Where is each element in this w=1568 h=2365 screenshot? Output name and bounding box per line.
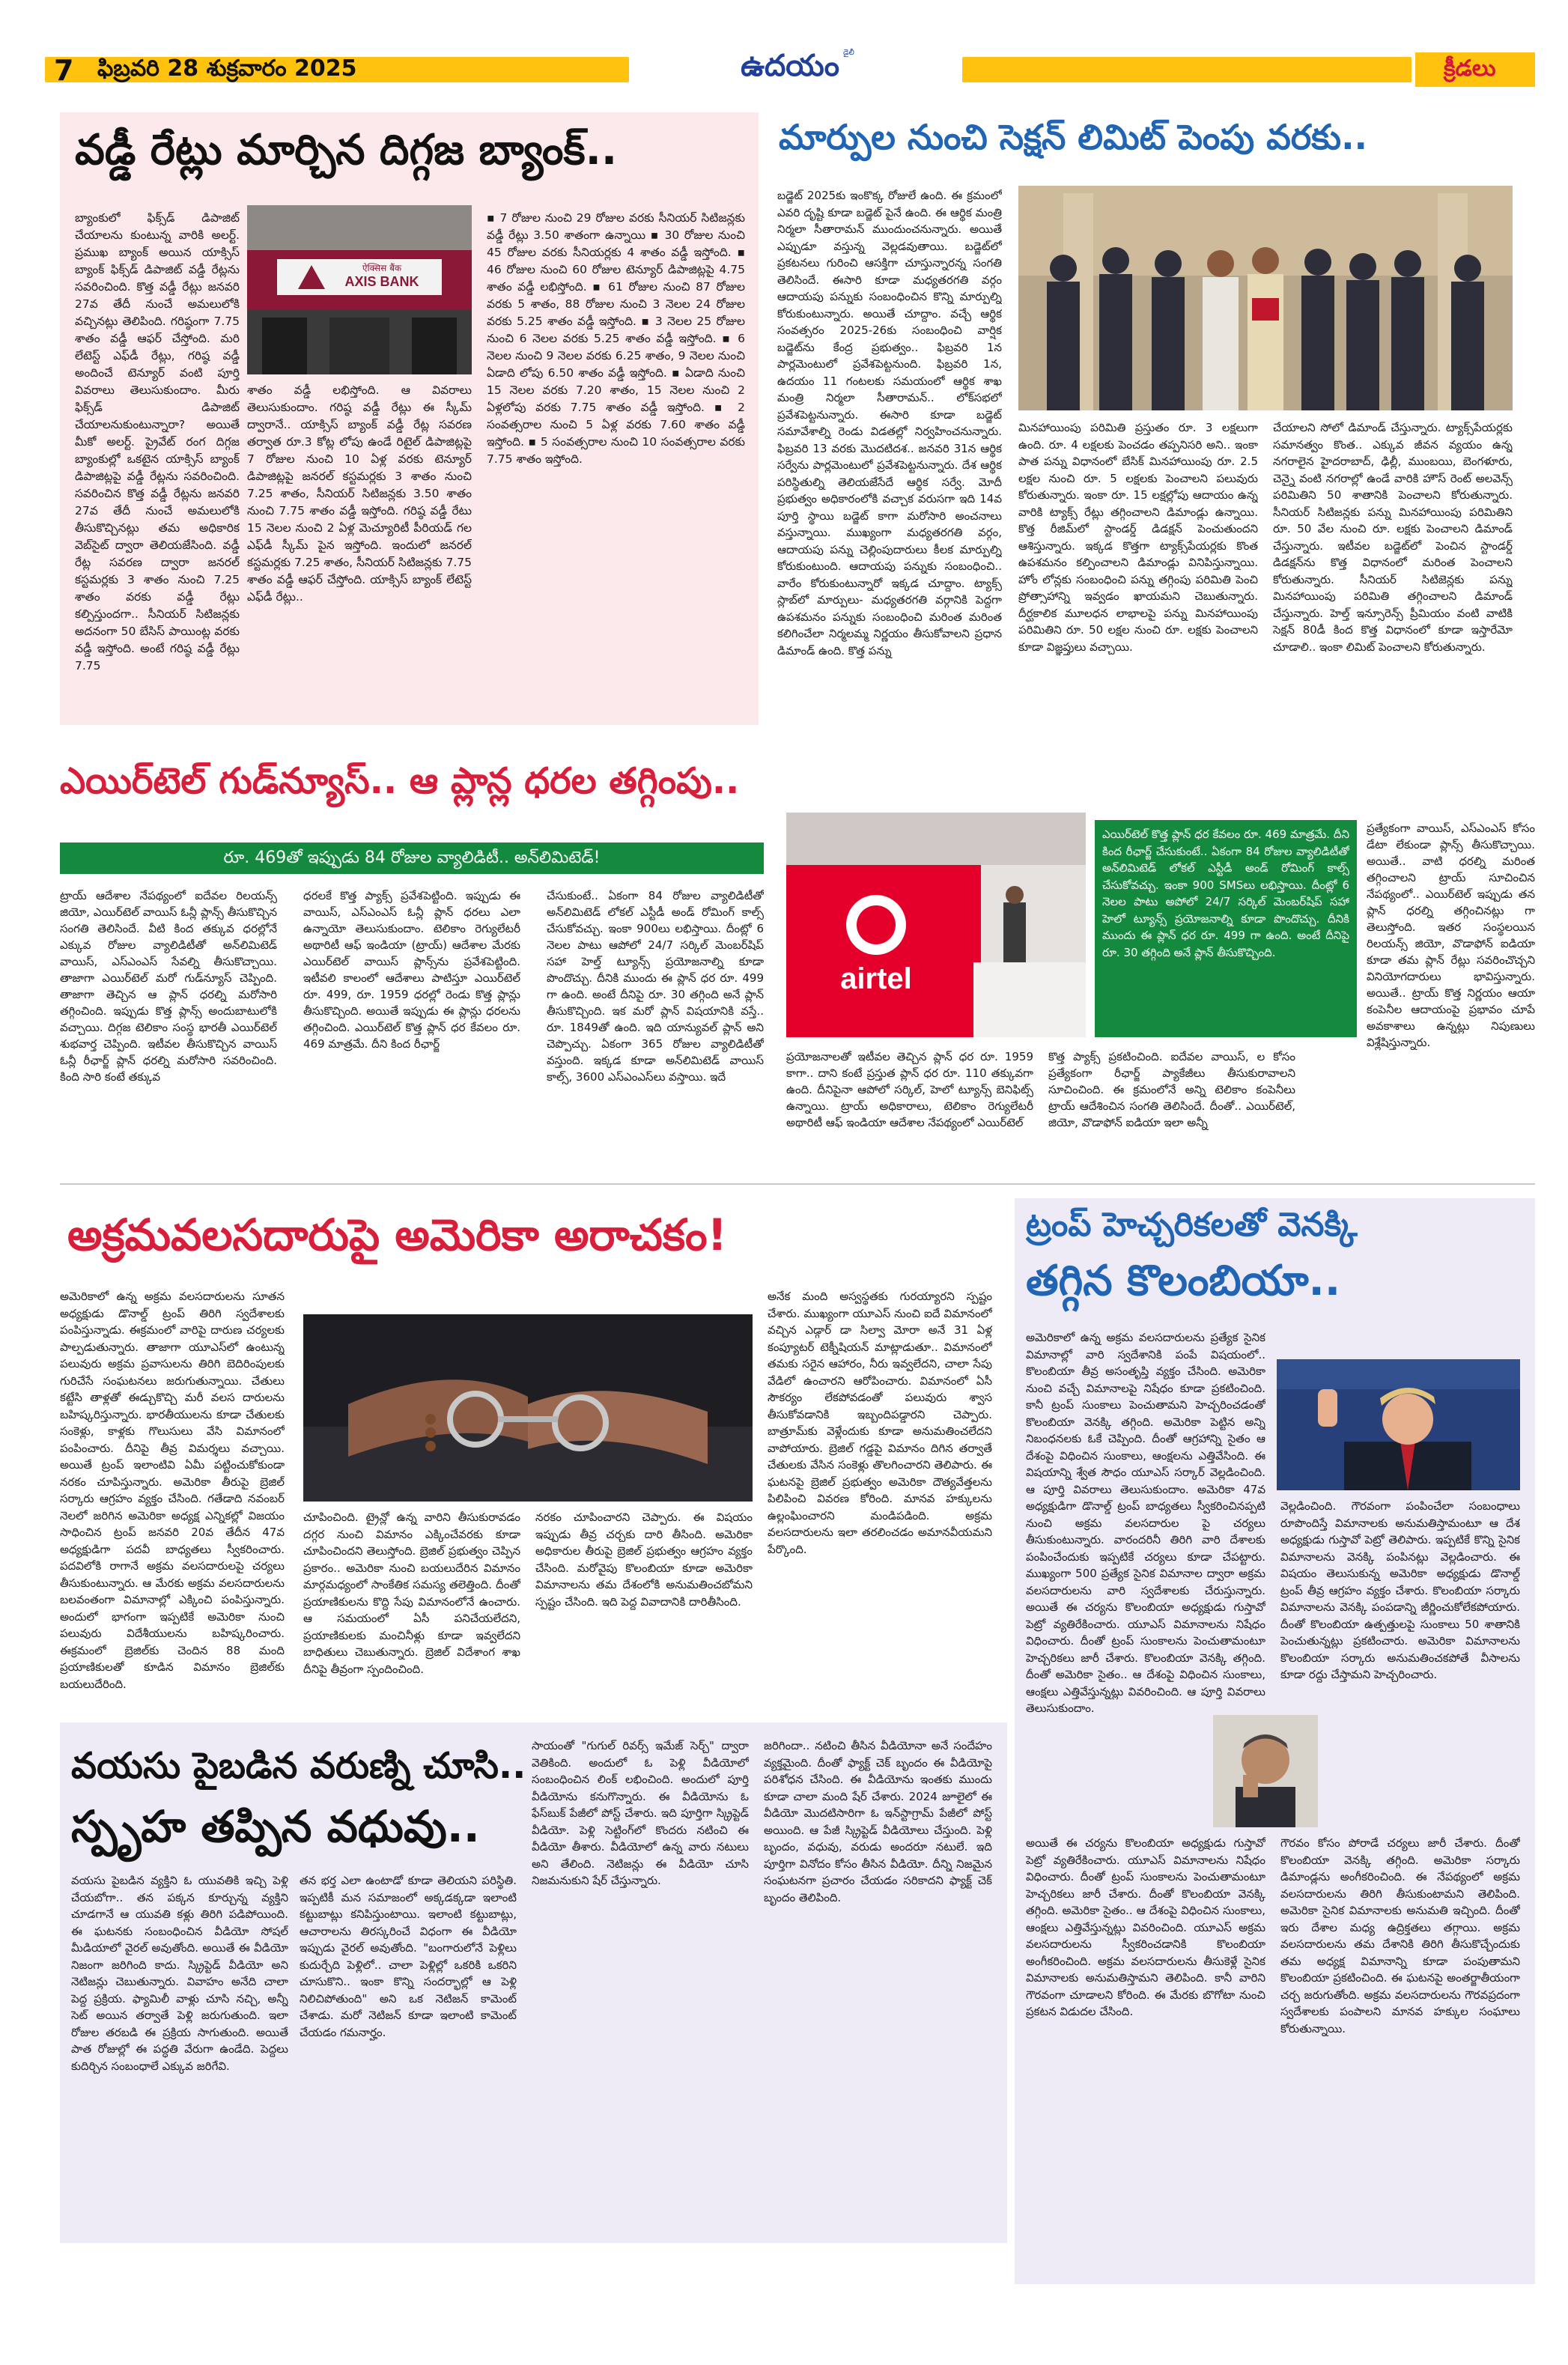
airtel-box-text: ఎయిర్‌టెల్ కొత్త ప్లాన్ ధర కేవలం రూ. 469 మాత్రమే. దీని కింద రీఛార్జ్ చేసుకుంటే.. ఏకంగా 84 రోజుల వ్యాలిడిటీతో అన్‌లిమిటెడ్ లోకల్ ఎస్టీడీ అండ్ రోమింగ్ కాల్స్ చేసుకోవచ్చు. ఇంకా 900 SMSలు లభిస్తాయి. దీంట్లో 6 నెలల పాటు అపోలో 24/7 సర్కిల్ మెంబర్‌షిప్ సహా హెలో ట్యూన్స్ ప్రయోజనాల్ని కూడా పొందొచ్చు. దీనికి ముందు ఈ ప్లాన్ ధర రూ. 499 గా ఉంది. అంటే దీనిపై రూ. 30 తగ్గింది అనే ప్లాన్ తీసుకొచ్చింది. [1102, 828, 1349, 959]
bride-story [60, 1722, 1007, 2243]
budget-col1: బడ్జెట్ 2025కు ఇంకొక్క రోజులే ఉంది. ఈ క్రమంలో ఎవరి దృష్టి కూడా బడ్జెట్ పైనే ఉంది. ఈ ఆర్థిక మంత్రి నిర్మలా సీతారామన్ ముందుంచనున్నారు. అయితే ఎప్పుడూ వస్తున్న వెల్లడవుతాయి. బడ్జెట్‌లో ప్రకటనలు గురించి ఆసక్తిగా చూస్తున్నారన్న సంగతి తెలిసిందే. ఈసారి కూడా మధ్యతరగతి వర్గం ఆదాయపు పన్నుకు సంబంధించిన కొన్ని మార్పుల్ని కోరుకుంటున్నారు. అయితే చూద్దాం. వచ్చే ఆర్థిక సంవత్సరం 2025-26కు సంబంధించి వార్షిక బడ్జెట్‌ను కేంద్ర ప్రభుత్వం.. ఫిబ్రవరి 1న పార్లమెంటులో ప్రవేశపెట్టనుంది. ఫిబ్రవరి 1న, ఉదయం 11 గంటలకు సమయంలో ఆర్థిక శాఖ మంత్రి నిర్మలా సీతారామన్.. లోక్‌సభలో ప్రవేశపెట్టనున్నారు. ఈసారి కూడా బడ్జెట్ సమావేశాల్ని రెండు విడతల్లో నిర్వహించనున్నారు. ఫిబ్రవరి 13 వరకు మొదటిదశ.. జనవరి 31న ఆర్థిక సర్వేను పార్లమెంటులో ప్రవేశపెట్టనున్నారు. దేశ ఆర్థిక పరిస్థితుల్ని తెలియజేసేదే ఆర్థిక సర్వే. మోదీ ప్రభుత్వం అధికారంలోకి వచ్చాక వరుసగా ఇది 14వ పూర్తి స్థాయి బడ్జెట్ కాగా మరోసారి అంచనాలు వస్తున్నాయి. ముఖ్యంగా మధ్యతరగతి వర్గం, ఆదాయపు పన్ను చెల్లింపుదారులు కీలక మార్పుల్ని కోరుకుంటుంది. ఆదాయపు పన్నుకు సంబంధించి.. వారేం కోరుకుంటున్నారో ఇక్కడ చూద్దాం. ట్యాక్స్ స్లాబ్‌లో మార్పులు- మధ్యతరగతి వర్గానికి పెద్దగా ఉపశమనం పన్నుకు సంబంధించి మరింత మరింత కలిగించేలా నిర్మలమ్మ నిర్ణయం తీసుకోవాలని ప్రధాన డిమాండ్ ఉంది. కొత్త పన్ను [777, 189, 1002, 658]
immig-col1: అమెరికాలో ఉన్న అక్రమ వలసదారులను సూతన అధ్యక్షుడు డొనాల్డ్ ట్రంప్ తిరిగి స్వదేశాలకు పంపిస్తున్నాడు. ఈక్రమంలో వారిపై దారుణ చర్యలకు పాల్పడుతున్నారు. తాజాగా యూఎస్‌లో ఉంటున్న పలువురు అక్రమ ప్రవాసులను తిరిగి బెదిరింపులకు గురిచేసే సంఘటనలు జరుగుతున్నాయి. చేతులు కట్టేసి తాళ్లతో ఈడ్చుకొచ్చి మరీ వలస దారులను బహిష్కరిస్తున్నారు. భారతీయులను కూడా చేతులకు సంకెళ్లు, కాళ్లకు గొలుసులు వేసి విమానంలో పంపించారు. దీనిపై తీవ్ర విమర్శలు వచ్చాయి. అయితే ట్రంప్ ఇలాంటివి ఏమీ పట్టించుకోకుండా నరకం చూపిస్తున్నారు. అమెరికా తీరుపై బ్రెజిల్ సర్కారు ఆగ్రహం వ్యక్తం చేసింది. గతేడాది నవంబర్ నెలలో జరిగిన అమెరికా అధ్యక్ష ఎన్నికల్లో విజయం సాధించిన ట్రంప్ జనవరి 20వ తేదీన 47వ అధ్యక్షుడిగా పదవీ బాధ్యతలు స్వీకరించారు. పదవిలోకి రాగానే అక్రమ వలసదారులపై చర్యలు తీసుకుంటున్నారు. ఆ మేరకు అక్రమ వలసదారులను బలవంతంగా విమానాల్లో ఎక్కించి పంపిస్తున్నారు. అందులో భాగంగా ఇప్పటికే అమెరికా నుంచి పలువురు విదేశీయులను బహిష్కరించారు. ఈక్రమంలో బ్రెజిల్‌కు చెందిన 88 మంది ప్రయాణికులతో కూడిన విమానం బ్రెజిల్‌కు బయలుదేరింది. [60, 1290, 285, 1691]
masthead [45, 48, 1535, 88]
airtel-banner-text: రూ. 469తో ఇప్పుడు 84 రోజుల వ్యాలిడిటీ.. అన్‌లిమిటెడ్! [223, 848, 601, 867]
immig-col2: చూపించింది. ట్రైన్లో ఉన్న వారిని తీసుకురావడం దగ్గర నుంచి విమానం ఎక్కించేవరకు కూడా చూపించిందని తెలుస్తోంది. బ్రెజిల్ ప్రభుత్వం చెప్పిన ప్రకారం.. అమెరికా నుంచి బయలుదేరిన విమానం మార్గమధ్యంలో సాంకేతిక సమస్య తలెత్తింది. దీంతో ప్రయాణికులను కొద్ది సేపు విమానంలోనే ఉంచారు. ఆ సమయంలో ఏసీ పనిచేయలేదని, ప్రయాణికులకు మంచినీళ్లు కూడా ఇవ్వలేదని బాధితులు చెబుతున్నారు. బ్రెజిల్ విదేశాంగ శాఖ దీనిపై తీవ్రంగా స్పందించింది. [303, 1511, 520, 1676]
trump-photo [1277, 1359, 1520, 1490]
budget-story [771, 112, 1535, 861]
bride-headline-1: వయసు పైబడిన వరుణ్ని చూసి.. [71, 1745, 526, 1787]
bank-story [60, 112, 759, 725]
airtel-store-image [786, 813, 1086, 1037]
bride-col3: సాయంతో "గుగుల్ రివర్స్ ఇమేజ్ సెర్చ్" ద్వారా వెతికింది. అందులో ఓ పెళ్లి వీడియోలో సంబంధించిన లింక్ లభించింది. అందులో పూర్తి వీడియోను కనుగొన్నారు. ఈ వీడియోను ఓ ఫేస్‌బుక్ పేజీలో పోస్ట్ చేశారు. ఇది పూర్తిగా స్క్రిప్టెడ్ వీడియో. పెళ్లి సెట్టింగ్‌లో కొందరు నటించి ఈ వీడియో తీశారు. వీడియోలో ఉన్న వారు నటులు అని తేలింది. నెటిజన్లు ఈ వీడియో చూసి నిజమనుకుని షేర్ చేస్తున్నారు. [532, 1739, 749, 1887]
petro-photo [1213, 1715, 1318, 1827]
axis-sign-hindi: ऐक्सिस बैंक [362, 263, 402, 273]
airtel-store-photo [786, 813, 1086, 1037]
section-divider [60, 1183, 1535, 1185]
axis-bank-photo [247, 205, 472, 374]
axis-bank-image [247, 205, 472, 374]
handcuff-photo [303, 1314, 753, 1502]
bank-col3: ▪ 7 రోజుల నుంచి 29 రోజుల వరకు సీనియర్ సిటిజన్లకు వడ్డీ రేట్లు 3.50 శాతంగా ఉన్నాయి ▪ 30 రోజుల నుంచి 45 రోజుల వరకు సీనియర్లకు 4 శాతం వడ్డీ ఇస్తోంది. ▪ 46 రోజుల నుంచి 60 రోజుల టెన్యూర్ డిపాజిట్లపై 4.75 శాతం వడ్డీ లభిస్తోంది. ▪ 61 రోజుల నుంచి 87 రోజుల వరకు 5 శాతం, 88 రోజుల నుంచి 3 నెలల 24 రోజుల వరకు 5.25 శాతం వడ్డీ ఇస్తోంది. ▪ 3 నెలల 25 రోజుల నుంచి 6 నెలల వరకు 5.25 శాతం వడ్డీ ఇస్తోంది. ▪ 6 నెలల నుంచి 9 నెలల వరకు 6.25 శాతం, 9 నెలల నుంచి ఏడాది లోపు 6.50 శాతం వడ్డీ ఇస్తోంది. ▪ ఏడాది నుంచి 15 నెలల వరకు 7.20 శాతం, 15 నెలల నుంచి 2 ఏళ్లలోపు వరకు 7.75 శాతం వడ్డీ ఇస్తోంది. ▪ 2 సంవత్సరాల నుంచి 5 ఏళ్ల వరకు 7.60 శాతం వడ్డీ ఇస్తోంది. ▪ 5 సంవత్సరాల నుంచి 10 సంవత్సరాల వరకు 7.75 శాతం ఇస్తోంది. [487, 211, 745, 466]
airtel-logo-text: airtel [840, 962, 912, 995]
bank-col2: శాతం వడ్డీ లభిస్తోంది. ఆ వివరాలు తెలుసుకుందాం. గరిష్ఠ వడ్డీ రేట్లు ఈ స్కీమ్ ద్వారానే.. యాక్సిస్ బ్యాంక్ వడ్డీ రేట్ల సవరణ తర్వాత రూ.3 కోట్ల లోపు ఉండే రిటైల్ డిపాజిట్లపై 7 రోజుల నుంచి 10 ఏళ్ల వరకు టెన్యూర్ డిపాజిట్లపై జనరల్ కస్టమర్లకు 3 శాతం నుంచి 7.25 శాతం, సీనియర్ సిటిజన్లకు 3.50 శాతం నుంచి 7.75 శాతం వడ్డీ ఇస్తోంది. గరిష్ఠ వడ్డీ రేటు 15 నెలల నుంచి 2 ఏళ్ల మెచ్యూరిటీ పీరియడ్ గల ఎఫ్‌డీ స్కీమ్ పైన ఇస్తోంది. ఇందులో జనరల్ కస్టమర్లకు 7.25 శాతం, సీనియర్ సిటిజన్లకు 7.75 శాతం వడ్డీ ఆఫర్ చేస్తోంది. యాక్సిస్ బ్యాంక్ లేటెస్ట్ ఎఫ్‌డీ రేట్లు.. [247, 383, 472, 604]
immigration-headline: అక్రమవలసదారుపై అమెరికా అరాచకం! [67, 1209, 727, 1260]
airtel-banner [60, 843, 764, 874]
immigration-story [60, 1194, 1011, 1719]
budget-photo [1018, 186, 1513, 410]
handcuff-image [303, 1314, 753, 1502]
axis-sign-text: AXIS BANK [344, 274, 419, 289]
immig-col4: అనేక మంది అస్వస్థతకు గురయ్యారని స్పష్టం చేశారు. ముఖ్యంగా యూఎస్ నుంచి ఐదే విమానంలో వచ్చిన ఎడ్గార్ డా సిల్వా మోరా అనే 31 ఏళ్ల కంప్యూటర్ టెక్నీషియన్ మాట్లాడుతూ.. విమానంలో తమకు సరైన ఆహారం, నీరు ఇవ్వలేదని, చాలా సేపు వేడిలో ఉంచారని ఆరోపించారు. విమానంలో ఏసీ సౌకర్యం లేకపోవడంతో పలువురు శ్వాస తీసుకోవడానికి ఇబ్బందిపడ్డారని చెప్పారు. బాత్రూమ్‌కు వెళ్లేందుకు కూడా అనుమతించలేదని వాపోయారు. బ్రెజిల్ గడ్డపై విమానం దిగిన తర్వాతే చేతులకు వేసిన సంకెళ్లు తొలగించారని తెలిపారు. ఈ ఘటనపై బ్రెజిల్ ప్రభుత్వం అమెరికా దౌత్యవేత్తలను పిలిపించి వివరణ కోరింది. మానవ హక్కులను ఉల్లంఘించారని మండిపడింది. అక్రమ వలసదారులను ఇలా తరలించడం అమానవీయమని పేర్కొంది. [768, 1290, 992, 1556]
page-number: 7 [54, 54, 74, 87]
airtel-col5: కొత్త ప్యాక్స్ ప్రకటించింది. ఐదేవల వాయిస్, ల కోసం ప్రత్యేకంగా రీఛార్జ్ ప్యాకేజీలు తీసుకురావాలని సూచించింది. ఈ క్రమంలోనే అన్ని టెలికాం కంపెనీలు ట్రాయ్ ఆదేశించిన సంగతి తెలిసిందే. దీంతో.. ఎయిర్‌టెల్, జియో, వొడాఫోన్ ఐడియా ఇలా అన్నీ [1048, 1050, 1295, 1129]
colombia-col2: వెల్లడించింది. గౌరవంగా పంపించేలా సంబంధాలు రూపొందిస్తే విమానాలకు అనుమతిస్తామంటూ ఆ దేశ అధ్యక్షుడు గుస్తావో పెట్రో తెలిపారు. ఇప్పటికే కొన్ని సైనిక విమానాలను వెనక్కి పంపినట్లు వెల్లడించారు. ఈ విషయం తెలుసుకున్న అమెరికా అధ్యక్షుడు డొనాల్డ్ ట్రంప్ తీవ్ర ఆగ్రహం వ్యక్తం చేశారు. కొలంబియా సర్కారు విమానాలను వెనక్కి పంపడాన్ని జీర్ణించుకోలేకపోయారు. దీంతో కొలంబియా ఉత్పత్తులపై సుంకాలు 50 శాతానికి పెంచుతున్నట్లు ప్రకటించారు. అమెరికా విమానాలను కొలంబియా సర్కారు అనుమతించకపోతే వీసాలను కూడా రద్దు చేస్తామని హెచ్చరించారు. [1280, 1499, 1520, 1681]
newspaper-logo [708, 48, 887, 90]
budget-headline: మార్పుల నుంచి సెక్షన్ లిమిట్ పెంపు వరకు.. [779, 117, 1368, 157]
airtel-col2: ధరలకే కొత్త ప్యాక్స్ ప్రవేశపెట్టింది. ఇప్పుడు ఈ వాయిస్, ఎస్ఎంఎస్ ఓన్లీ ప్లాన్ ధరలు ఎలా ఉన్నాయో తెలుసుకుందాం. టెలికాం రెగ్యులేటరీ అథారిటీ ఆఫ్ ఇండియా (ట్రాయ్) ఆదేశాల మేరకు ఎయిర్‌టెల్ వాయిస్ ప్లాన్స్‌ను ప్రవేశపెట్టింది. ఇటీవలి కాలంలో ఆదేశాలు పాటిస్తూ ఎయిర్‌టెల్ రూ. 499, రూ. 1959 ధరల్లో రెండు కొత్త ప్లాన్లు తీసుకొచ్చింది. అయితే ఇప్పుడు ఈ ప్లాన్లు ధరలను తగ్గించింది. ఎయిర్‌టెల్ కొత్త ప్లాన్ ధర కేవలం రూ. 469 మాత్రమే. దీని కింద రీఛార్జ్ [303, 889, 520, 1051]
colombia-headline-1: ట్రంప్ హెచ్చరికలతో వెనక్కి [1026, 1206, 1358, 1244]
masthead-right-bar [962, 57, 1411, 82]
airtel-green-box [1095, 820, 1357, 1037]
immig-col3: నరకం చూపించారని చెప్పారు. ఈ విషయం ఇప్పుడు తీవ్ర చర్చకు దారి తీసింది. అమెరికా అధికారుల తీరుపై బ్రెజిల్ ప్రభుత్వం ఆగ్రహం వ్యక్తం చేసింది. మరోవైపు కొలంబియా కూడా అమెరికా విమానాలను తమ దేశంలోకి అనుమతించబోమని స్పష్టం చేసింది. ఇది పెద్ద వివాదానికి దారితీసింది. [535, 1511, 753, 1609]
airtel-col4: ప్రయోజనాలతో ఇటీవల తెచ్చిన ప్లాన్ ధర రూ. 1959 కాగా.. దాని కంటే ప్రస్తుత ప్లాన్ ధర రూ. 110 తక్కువగా ఉంది. దీనిపైనా ఆపోలో సర్కిల్, హెలో ట్యూన్స్ బెనిఫిట్స్ ఉన్నాయి. ట్రాయ్ అధికారాలు, టెలికాం రెగ్యులేటరీ అథారిటీ ఆఫ్ ఇండియా ఆదేశాల నేపథ్యంలో ఎయిర్‌టెల్ [786, 1050, 1033, 1129]
bride-col1: వయసు పైబడిన వ్యక్తిని ఓ యువతికి ఇచ్చి పెళ్లి చేయబోగా.. తన పక్కన కూర్చున్న వ్యక్తిని చూడగానే ఆ యువతి కళ్లు తిరిగి పడిపోయింది. ఈ ఘటనకు సంబంధించిన వీడియో సోషల్ మీడియాలో వైరల్ అవుతోంది. అయితే ఈ వీడియో నిజంగా జరిగింది కాదు. స్క్రిప్టెడ్ వీడియో అని నెటిజన్లు చెబుతున్నారు. వివాహం అనేది చాలా పెద్ద ప్రక్రియ. ఫ్యామిలీ వాళ్లు చూసి నచ్చి, అన్నీ సెట్ అయిన తర్వాతే పెళ్లి జరుగుతుంది. ఇలా రోజుల తరబడి ఈ ప్రక్రియ సాగుతుంది. అయితే పాత రోజుల్లో ఈ పద్ధతి వేరుగా ఉండేది. పెద్దలు కుదిర్చిన సంబంధాలే ఎక్కువ జరిగేవి. [71, 1874, 288, 2073]
bride-headline-2: స్పృహ తప్పిన వధువు.. [71, 1801, 480, 1852]
colombia-story [1015, 1198, 1535, 2284]
airtel-col3: చేసుకుంటే.. ఏకంగా 84 రోజుల వ్యాలిడిటీతో అన్‌లిమిటెడ్ లోకల్ ఎస్టీడీ అండ్ రోమింగ్ కాల్స్ చేసుకోవచ్చు. ఇంకా 900లు లభిస్తాయి. దీంట్లో 6 నెలల పాటు ఆపోలో 24/7 సర్కిల్ మెంబర్‌షిప్ సహా హెల్త్ ట్యూన్స్ ప్రయోజనాల్ని కూడా పొందొచ్చు. దీనికి ముందు ఈ ప్లాన్ ధర రూ. 499 గా ఉంది. అంటే దీనిపై రూ. 30 తగ్గింది అనే ప్లాన్ తీసుకొచ్చింది. ఇక మరో ప్లాన్ విషయానికి వస్తే.. రూ. 1849తో ఉంది. ఇది యాన్యువల్ ప్లాన్ అని చెప్పొచ్చు. ఏకంగా 365 రోజుల వ్యాలిడిటీతో వస్తుంది. ఇక్కడ కూడా అన్‌లిమిటెడ్ వాయిస్ కాల్స్, 3600 ఎస్ఎంఎస్‌లు వస్తాయి. ఇదే [547, 889, 764, 1084]
colombia-col2b: గౌరవం కోసం పోరాడే చర్యలు జారీ చేశారు. దీంతో కొలంబియా వెనక్కి తగ్గింది. అమెరికా సర్కారు డిమాండ్లను అంగీకరించింది. ఈ నేపథ్యంలో అక్రమ వలసదారులను తిరిగి తీసుకుంటామని తెలిపింది. అమెరికా సైనిక విమానాలకు అనుమతి ఇచ్చింది. దీంతో ఇరు దేశాల మధ్య ఉద్రిక్తతలు తగ్గాయి. అక్రమ వలసదారులను తమ దేశానికి తిరిగి తీసుకొచ్చేందుకు తమ అధ్యక్ష విమానాన్ని కూడా పంపుతామని కొలంబియా ప్రకటించింది. ఈ ఘటనపై అంతర్జాతీయంగా చర్చ జరుగుతోంది. అక్రమ వలసదారులను గౌరవప్రదంగా స్వదేశాలకు పంపాలని మానవ హక్కుల సంఘాలు కోరుతున్నాయి. [1280, 1836, 1520, 2035]
airtel-col1: ట్రాయ్ ఆదేశాల నేపథ్యంలో ఐదేవల రిలయన్స్ జియో, ఎయిర్‌టెల్ వాయిస్ ఓన్లీ ప్లాన్స్ తీసుకొచ్చిన సంగతి తెలిసిందే. వీటి కింద తక్కువ ధరల్లోనే ఎక్కువ రోజుల వ్యాలిడిటీతో అన్‌లిమిటెడ్ వాయిస్, ఎస్ఎంఎస్ సేవల్ని తీసుకొచ్చాయి. తాజాగా ఎయిర్‌టెల్ మరో గుడ్‌న్యూస్ చెప్పింది. తాజాగా తెచ్చిన ఆ ప్లాన్ ధరల్ని మరోసారి తగ్గించింది. ఇప్పుడు కొత్త ప్లాన్స్ అందుబాటులోకి వచ్చాయి. దిగ్గజ టెలికాం సంస్థ భారతీ ఎయిర్‌టెల్ శుభవార్త చెప్పింది. ఇటీవల తీసుకొచ్చిన వాయిస్ ఓన్లీ రీఛార్జ్ ప్లాన్ ధరల్ని మరోసారి సవరించింది. కింది సారి కంటే తక్కువ [60, 889, 277, 1084]
bride-col4: జరిగిందా.. నటించి తీసిన వీడియోనా అనే సందేహం వ్యక్తమైంది. దీంతో ఫ్యాక్ట్ చెక్ బృందం ఈ వీడియోపై పరిశోధన చేసింది. ఈ వీడియోను ఇంతకు ముందు కూడా చాలా మంది షేర్ చేశారు. 2024 జూలైలో ఈ వీడియో మొదటిసారిగా ఓ ఇన్‌స్టాగ్రామ్ పేజీలో పోస్ట్ అయింది. ఆ పేజీ స్క్రిప్టెడ్ వీడియోలు చేస్తుంది. పెళ్లి బృందం, వధువు, వరుడు అందరూ నటులే. ఇది పూర్తిగా వినోదం కోసం తీసిన వీడియో. దీన్ని నిజమైన సంఘటనగా ప్రచారం చేయడం సరికాదని ఫ్యాక్ట్ చెక్ బృందం తెలిపింది. [764, 1739, 992, 1904]
bank-headline: వడ్డీ రేట్లు మార్చిన దిగ్గజ బ్యాంక్.. [75, 126, 618, 174]
section-name: క్రీడలు [1444, 55, 1496, 82]
budget-col3: చేయాలని సోలో డిమాండ్ చేస్తున్నారు. ట్యాక్స్‌పేయర్లకు సమానత్వం కొంత.. ఎక్కువ జీవన వ్యయం ఉన్న నగరాలైన హైదరాబాద్, ఢిల్లీ, ముంబయి, బెంగళూరు, చెన్నై వంటి నగరాల్లో ఉండే వారికి హౌస్ రెంట్ అలవెన్స్ పరిమితిని 50 శాతానికి పెంచాలని కోరుతున్నారు. సీనియర్ సిటిజన్లకు పన్ను మినహాయింపు పరిమితిని రూ. 50 వేల నుంచి రూ. లక్షకు పెంచాలని డిమాండ్ చేస్తున్నారు. ఇటీవల బడ్జెట్‌లో పెంచిన స్టాండర్డ్ డిడక్షన్‌ను కొత్త విధానంలో మరింత పెంచాలని కోరుతున్నారు. సీనియర్ సిటిజెన్లకు పన్ను మినహాయింపు పరిమితి తగ్గించాలని డిమాండ్ చేస్తున్నారు. హెల్త్ ఇన్సూరెన్స్ ప్రీమియం వంటి వాటికి సెక్షన్ 80డీ కింద కొత్త విధానంలో కూడా ఇస్తారేమో చూడాలి.. ఇంకా లిమిట్ పెంచాలని కోరుతున్నారు. [1273, 421, 1513, 654]
colombia-headline-2: తగ్గిన కొలంబియా.. [1026, 1257, 1341, 1305]
logo-text: ఉదయం [741, 48, 840, 83]
airtel-col6: ప్రత్యేకంగా వాయిస్, ఎస్ఎంఎస్ కోసం డేటా లేకుండా ప్లాన్స్ తీసుకొచ్చాయి. అయితే.. వాటి ధరల్ని మరింత తగ్గించాలని ట్రాయ్ సూచించిన నేపథ్యంలో.. ఎయిర్‌టెల్ ఇప్పుడు తన ప్లాన్ ధరల్ని తగ్గించినట్లు గా తెలుస్తోంది. ఇతర సంస్థలయిన రిలయన్స్ జియో, వొడాఫోన్ ఐడియా కూడా తమ ప్లాన్ రేట్లు సవరించొచ్చని వినియోగదారులు భావిస్తున్నారు. అయితే.. ట్రాయ్ కొత్త నిర్ణయం ఆయా కంపెనీల ఆదాయంపై ప్రభావం చూపే అవకాశాలు ఉన్నట్లు నిపుణులు విశ్లేషిస్తున్నారు. [1367, 822, 1535, 1049]
page-date: ఫిబ్రవరి 28 శుక్రవారం 2025 [97, 55, 357, 82]
logo-sup: డైలీ [843, 49, 854, 57]
bank-col1: బ్యాంకులో ఫిక్స్‌డ్ డిపాజిట్ చేయాలను కుంటున్న వారికి అలర్ట్. ప్రముఖ బ్యాంక్ అయిన యాక్సిస్ బ్యాంక్ ఫిక్స్‌డ్ డిపాజిట్ వడ్డీ రేట్లను సవరించింది. కొత్త వడ్డీ రేట్లు జనవరి 27వ తేదీ నుంచే అమలులోకి వచ్చినట్లు తెలిపింది. గరిష్ఠంగా 7.75 శాతం వడ్డీ ఆఫర్ చేస్తోంది. మరి లేటెస్ట్ ఎఫ్‌డీ రేట్లు, గరిష్ఠ వడ్డీ అందించే టెన్యూర్ వంటి పూర్తి వివరాలు తెలుసుకుందాం. మీరు ఫిక్స్‌డ్ డిపాజిట్ చేయాలనుకుంటున్నారా? అయితే మీకో అలర్ట్. ప్రైవేట్ రంగ దిగ్గజ బ్యాంకుల్లో ఒకటైన యాక్సిస్ బ్యాంక్ డిపాజిట్లపై వడ్డీ రేట్లను సవరించింది. సవరించిన కొత్త వడ్డీ రేట్లను జనవరి 27వ తేదీ నుంచే అమలులోకి తీసుకొచ్చినట్లు తమ అధికారిక వెబ్‌సైట్ ద్వారా తెలియజేసింది. వడ్డీ రేట్ల సవరణ ద్వారా జనరల్ కస్టమర్లకు 3 శాతం నుంచి 7.25 శాతం వరకు వడ్డీ రేట్లు కల్పిస్తుందగా.. సీనియర్ సిటిజన్లకు అదనంగా 50 బేసిస్ పాయింట్ల వరకు వడ్డీ ఇస్తోంది. అంటే గరిష్ఠ వడ్డీ రేట్లు 7.75 [75, 211, 240, 673]
colombia-col1: అమెరికాలో ఉన్న అక్రమ వలసదారులను ప్రత్యేక సైనిక విమానాల్లో వారి స్వదేశానికి పంపే విషయంలో.. కొలంబియా తీవ్ర అసంతృప్తి వ్యక్తం చేసింది. అమెరికా నుంచి వచ్చే విమానాలపై నిషేధం కూడా ప్రకటించింది. కానీ ట్రంప్ సుంకాలు పెంచుతామని హెచ్చరించడంతో కొలంబియా వెనక్కి తగ్గింది. అమెరికా పెట్టిన అన్ని నిబంధనలకు ఓకే చెప్పింది. దీంతో ఆగ్రహాన్ని సైతం ఆ దేశంపై విధించిన సుంకాలు, ఆంక్షలను ఎత్తివేసింది. ఈ విషయాన్ని శ్వేత సౌధం యూఎస్ సర్కార్ వెల్లడించింది. ఆ పూర్తి వివరాలు తెలుసుకుందాం. అమెరికా 47వ అధ్యక్షుడిగా డొనాల్డ్ ట్రంప్ బాధ్యతలు స్వీకరించినప్పటి నుంచి అక్రమ వలసదారుల పై చర్యలు తీసుకుంటున్నారు. వారందరినీ తిరిగి వారి దేశాలకు పంపించేందుకు ఇప్పటికే చర్యలు కూడా చేపట్టారు. ముఖ్యంగా 500 ప్రత్యేక సైనిక విమానాల ద్వారా అక్రమ వలసదారులను వారి స్వదేశాలకు చేరుస్తున్నారు. అయితే ఈ చర్యను కొలంబియా అధ్యక్షుడు గుస్తావో పెట్రో వ్యతిరేకించారు. యూఎస్ విమానాలను నిషేధం విధించారు. దీంతో ట్రంప్ సుంకాలను పెంచుతామంటూ హెచ్చరికలు జారీ చేశారు. కొలంబియా వెనక్కి తగ్గింది. దీంతో అమెరికా సైతం.. ఆ దేశంపై విధించిన సుంకాలు, ఆంక్షలు ఎత్తివేస్తున్నట్లు వివరించింది. ఆ పూర్తి వివరాలు తెలుసుకుందాం. [1026, 1331, 1265, 1715]
finance-ministry-photo [1018, 186, 1513, 410]
colombia-col1b: అయితే ఈ చర్యను కొలంబియా అధ్యక్షుడు గుస్తావో పెట్రో వ్యతిరేకించారు. యూఎస్ విమానాలను నిషేధం విధించారు. దీంతో ట్రంప్ సుంకాలను పెంచుతామంటూ హెచ్చరికలు జారీ చేశారు. దీంతో కొలంబియా వెనక్కి తగ్గింది. అమెరికా సైతం.. ఆ దేశంపై విధించిన సుంకాలు, ఆంక్షలు ఎత్తివేస్తున్నట్లు వివరించింది. యూఎస్ అక్రమ వలసదారులను స్వీకరించడానికి కొలంబియా అంగీకరించింది. అక్రమ వలసదారులను తీసుకెళ్లే సైనిక విమానాలకు అనుమతిస్తామని తెలిపింది. కానీ వారిని గౌరవంగా చూడాలని కోరింది. ఈ మేరకు బొగోటా నుంచి ప్రకటన విడుదల చేసింది. [1026, 1836, 1265, 2018]
airtel-story [60, 760, 1535, 1180]
trump-image [1277, 1359, 1520, 1490]
airtel-headline: ఎయిర్‌టెల్ గుడ్‌న్యూస్.. ఆ ప్లాన్ల ధరల తగ్గింపు.. [60, 760, 740, 802]
petro-image [1213, 1715, 1318, 1827]
bride-col2: తన భర్త ఎలా ఉంటాడో కూడా తెలియని పరిస్థితి. ఇప్పటికీ మన సమాజంలో అక్కడక్కడా ఇలాంటి కట్టుబాట్లు కనిపిస్తుంటాయి. ఇలాంటి కట్టుబాట్లు, ఆచారాలను తిరస్కరించే విధంగా ఈ వీడియో ఇప్పుడు వైరల్ అవుతోంది. "బంగారులోనే పెళ్లిలు కుదుర్చేది పెళ్లిలో.. చాలా పెళ్లిల్లో ఒకరికి ఒకరిని చూసుకొని.. ఇంకా కొన్ని సందర్భాల్లో ఆ పెళ్లి నిలిచిపోతుంది" అని ఒక నెటిజన్ కామెంట్ చేశాడు. మరో నెటిజన్ కూడా ఇలాంటి కామెంట్ చేయడం గమనార్హం. [300, 1874, 517, 2039]
budget-col2: మినహాయింపు పరిమితి ప్రస్తుతం రూ. 3 లక్షలుగా ఉంది. రూ. 4 లక్షలకు పెంచడం తప్పనిసరి అని.. ఇంకా పాత పన్ను విధానంలో బేసిక్ మినహాయింపు రూ. 2.5 లక్షల నుంచి రూ. 5 లక్షలకు పెంచాలని పలువురు కోరుతున్నారు. ఇంకా రూ. 15 లక్షల్లోపు ఆదాయం ఉన్న వారికి ట్యాక్స్ రేట్లు తగ్గించాలని డిమాండ్లు ఉన్నాయి. కొత్త రీజిమ్‌లో స్టాండర్డ్ డిడక్షన్ పెంచుతుందని ఆశిస్తున్నారు. ఇక్కడ కొత్తగా ట్యాక్స్‌పేయర్లకు కొంత ఉపశమనం కల్పించాలని డిమాండ్లు వినిపిస్తున్నాయి. హోం లోన్లకు సంబంధించి పన్ను తగ్గింపు పరిమితి పెంచి ప్రోత్సాహాన్ని ఇవ్వడం ఖాయమని చెబుతున్నారు. దీర్ఘకాలిక మూలధన లాభాలపై పన్ను మినహాయింపు పరిమితిని రూ. 50 లక్షల నుంచి రూ. లక్షకు పెంచాలని కూడా విజ్ఞప్తులు వచ్చాయి. [1018, 421, 1258, 654]
